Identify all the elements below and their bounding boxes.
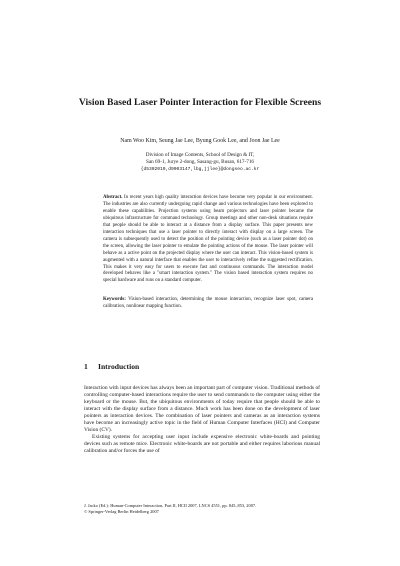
footer-citation-line: J. Jacko (Ed.): Human-Computer Interaction, Part II, HCII 2007, LNCS 4551, pp. 845–853, 2007. [84,503,257,508]
footer-copyright: © Springer-Verlag Berlin Heidelberg 2007 [84,509,159,514]
paragraph: Existing systems for accepting user input include expensive electronic white-boards and pointing devices such as remote mice. Electronic white-boards are not portable and either requires laborious manual calibration and/or forces the use of [84,433,320,454]
affiliation-line-2: San 69-1, Jurye 2-dong, Sasang-gu, Busan, 617-716 [145,159,255,166]
keywords [103,297,313,311]
keywords-text: Vision-based interaction, determining the mouse interaction, recognize laser spot, camera calibration, nonlinear mapping function. [103,297,313,309]
keywords-label: Keywords: [103,297,126,302]
paragraph: Interaction with input devices has always been an important part of computer vision. Traditional methods of controlling computer-based interactions require the user to send commands to the computer using either the keyboard or the mouse. But, the ubiquitous environments of today require that people should be able to interact with the display surface from a distance. Much work has been done on the development of laser pointers as interaction devices. The combination of laser pointers and cameras as an interaction systems have become an increasingly active topic in the field of Human Computer Interfaces (HCI) and Computer Vision (CV). [84,385,320,433]
abstract [103,195,313,285]
paper-title: Vision Based Laser Pointer Interaction for Flexible Screens [78,97,322,108]
section-title: Introduction [98,362,140,371]
body-text [84,385,320,455]
author-emails: {d5302010,d9003147,lbg,jjlee}@dongseo.ac.kr [140,167,260,173]
author-list: Nam Woo Kim, Seung Jae Lee, Byung Gook Lee, and Joon Jae Lee [120,138,280,144]
section-number: 1 [84,362,88,371]
footer-citation [84,503,324,515]
affiliation-block [60,152,340,174]
abstract-label: Abstract. [103,195,123,200]
affiliation-line-1: Division of Image Contents, School of Design & IT, [145,152,255,158]
section-heading [84,362,324,372]
abstract-text: In recent years high quality interaction devices have become very popular in our environment. The industries are also currently undergoing rapid change and various technologies have been explored to enable these capabilities. Projection systems using beam projectors and laser pointer became the ubiquitous infrastructure for command technology. Group meetings and other non-desk situations require that people should be able to interact at a distance from a display surface. This paper presents new interaction techniques that use a laser pointer to directly interact with display on a large screen. The camera is subsequently used to detect the position of the pointing device (such as a laser pointer dot) on the screen, allowing the laser pointer to emulate the pointing actions of the mouse. The laser pointer will behave as a active point on the projected display where the user can interact. This vision-based system is augmented with a natural interface that enables the user to interactively refine the suggested rectification. This makes it very easy for users to execute fast and continuous commands. The interaction model developed behaves like a "smart interaction system." The vision based interaction system requires no special hardware and runs on a standard computer. [103,195,313,284]
